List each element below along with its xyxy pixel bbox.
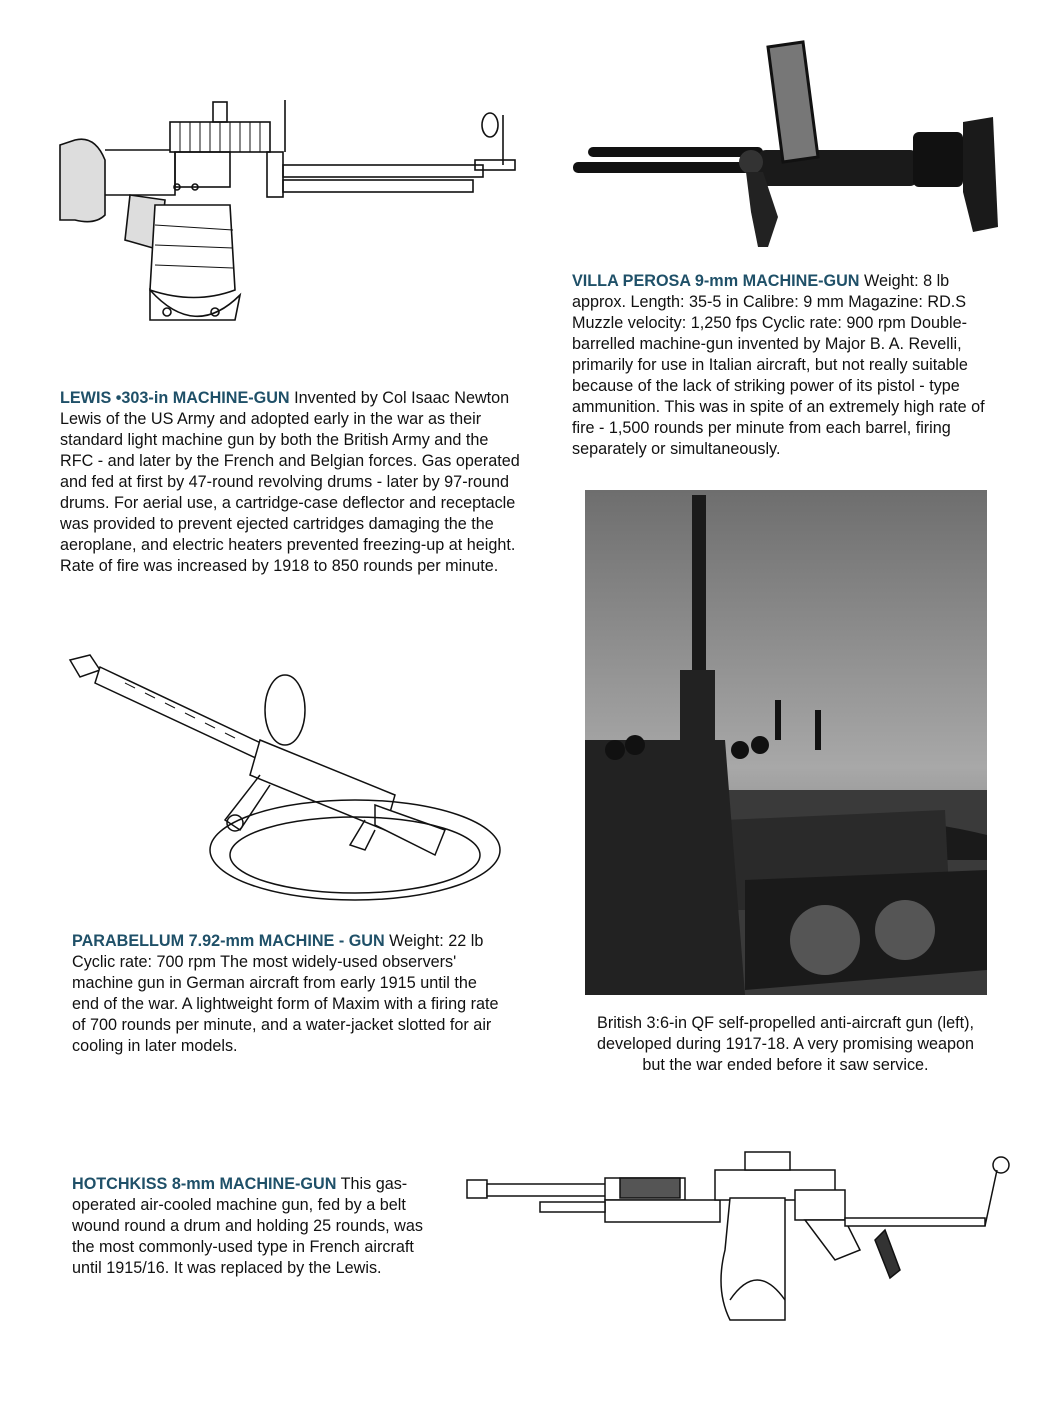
parabellum-illustration xyxy=(65,645,505,905)
photo-caption-text: British 3:6-in QF self-propelled anti-aircraft gun (left), developed during 1917-18. A very promising weapon but the war ended before it saw service. xyxy=(596,1014,975,1074)
photo-caption xyxy=(588,1013,983,1076)
villa-perosa-title: VILLA PEROSA 9-mm MACHINE-GUN xyxy=(572,272,860,290)
villa-perosa-illustration xyxy=(568,32,1003,252)
parabellum-title: PARABELLUM 7.92-mm MACHINE - GUN xyxy=(72,932,385,950)
lewis-description xyxy=(60,388,522,577)
parabellum-body: Weight: 22 lb Cyclic rate: 700 rpm The most widely-used observers' machine gun in German aircraft from early 1915 until the end of the war. A lightweight form of Maxim with a firing rate of 700 rounds per minute, and a water-jacket slotted for air cooling in later models. xyxy=(72,932,499,1055)
hotchkiss-body: This gas-operated air-cooled machine gun, fed by a belt wound round a drum and holding 25 rounds, was the most commonly-used type in French aircraft until 1915/16. It was replaced by the Lewis. xyxy=(72,1175,423,1277)
parabellum-description xyxy=(72,931,502,1057)
hotchkiss-title: HOTCHKISS 8-mm MACHINE-GUN xyxy=(72,1175,337,1193)
lewis-gun-illustration xyxy=(55,90,525,330)
lewis-body: Invented by Col Isaac Newton Lewis of the US Army and adopted early in the war as their standard light machine gun by both the British Army and the RFC - and later by the French and Belgian forces. Gas operated and fed at first by 47-round revolving drums - later by 97-round drums. For aerial use, a cartridge-case deflector and receptacle was provided to prevent ejected cartridges damaging the the aeroplane, and electric heaters prevented freezing-up at height. Rate of fire was increased by 1918 to 850 rounds per minute. xyxy=(60,389,520,575)
lewis-title: LEWIS •303-in MACHINE-GUN xyxy=(60,389,290,407)
anti-aircraft-gun-photo xyxy=(585,490,987,995)
villa-perosa-description xyxy=(572,271,1002,460)
hotchkiss-illustration xyxy=(465,1150,1025,1350)
villa-perosa-body: Weight: 8 lb approx. Length: 35-5 in Calibre: 9 mm Magazine: RD.S Muzzle velocity: 1,250 fps Cyclic rate: 900 rpm Double-barrelled machine-gun invented by Major B. A. Revelli, primarily for use in Italian aircraft, but not really suitable because of the lack of striking power of its pistol - type ammunition. This was in spite of an extremely high rate of fire - 1,500 rounds per minute from each barrel, firing separately or simultaneously. xyxy=(572,272,985,458)
hotchkiss-description xyxy=(72,1174,447,1279)
